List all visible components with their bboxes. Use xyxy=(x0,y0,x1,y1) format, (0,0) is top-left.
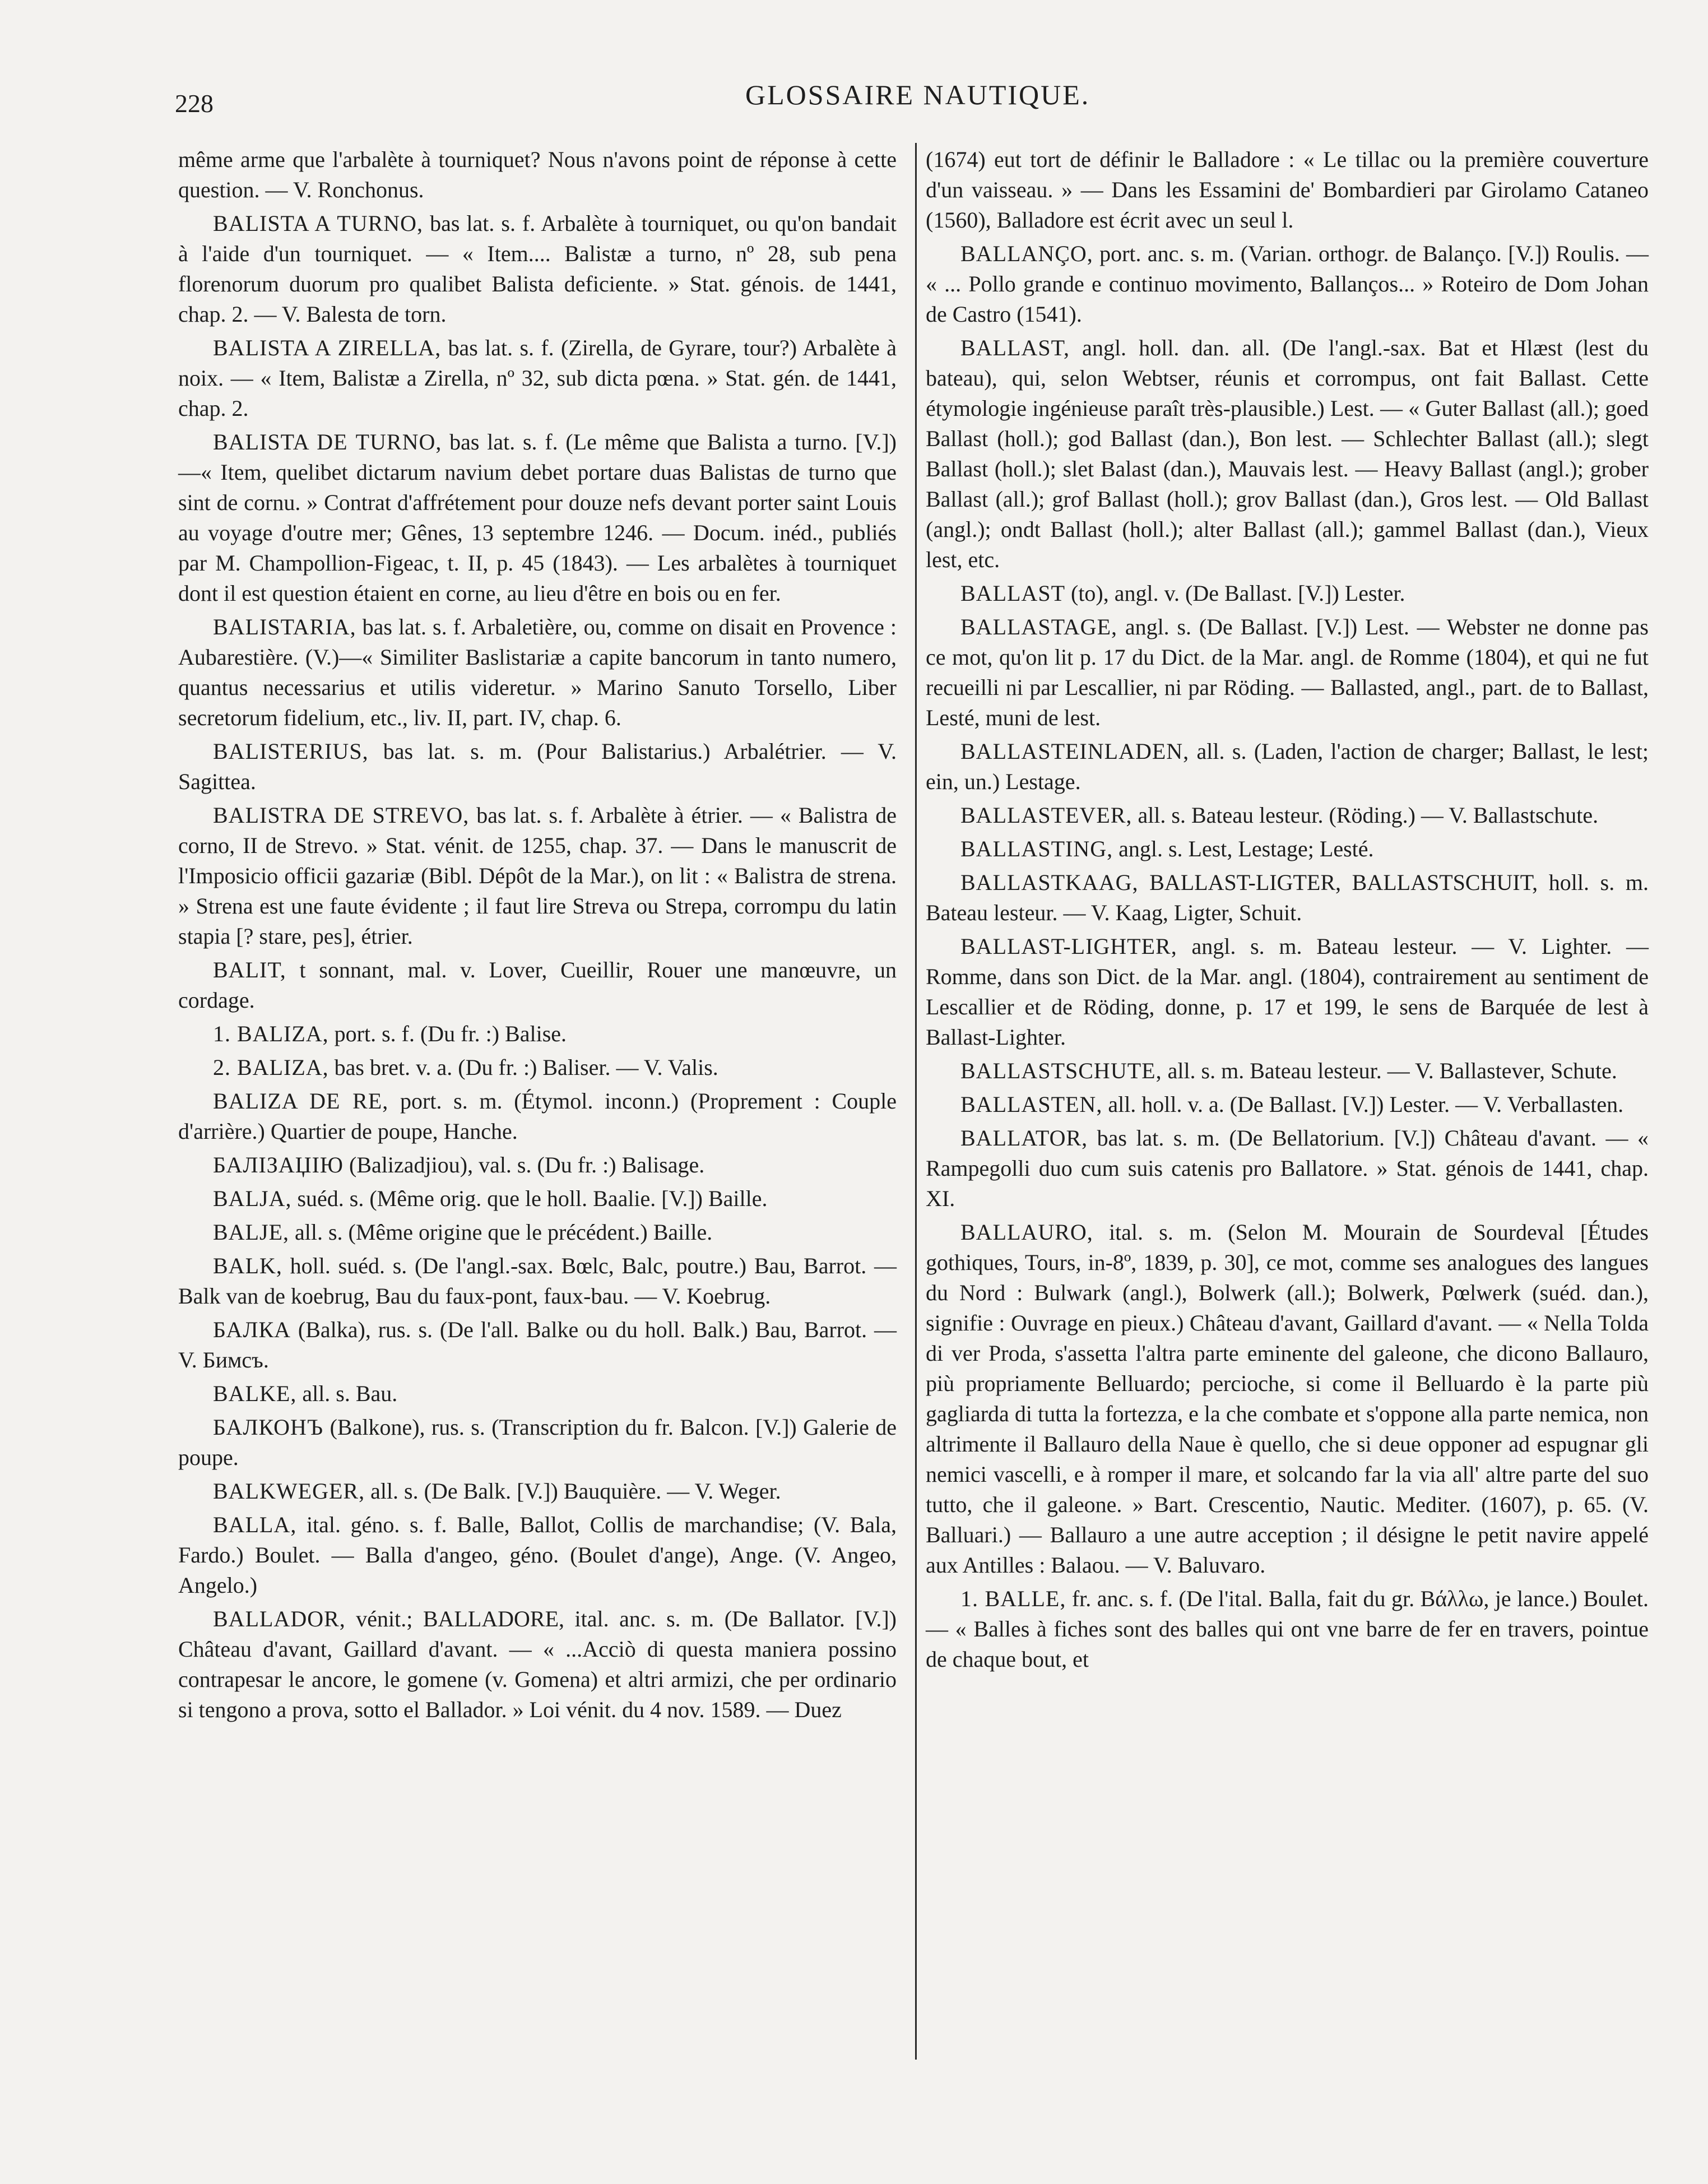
entry-text: (1674) eut tort de définir le Balladore : « Le tillac ou la première couverture d'un vaisseau. » — Dans les Essamini de' Bombardieri par Girolamo Cataneo (1560), Balladore est écrit avec un seul l. xyxy=(926,147,1649,233)
entry xyxy=(178,1019,897,1049)
entry-text: holl. suéd. s. (De l'angl.-sax. Bœlc, Balc, poutre.) Bau, Barrot. — Balk van de koebrug, Bau du faux-pont, faux-bau. — V. Koebrug. xyxy=(178,1253,897,1309)
entry-text: bas lat. s. f. (Zirella, de Gyrare, tour?) Arbalète à noix. — « Item, Balistæ a Zirella, nº 32, sub dicta pœna. » Stat. gén. de 1441, chap. 2. xyxy=(178,335,897,421)
entry xyxy=(178,1379,897,1409)
entry xyxy=(926,145,1649,235)
entry xyxy=(178,1251,897,1311)
entry-text: bas lat. s. m. (Pour Balistarius.) Arbalétrier. — V. Sagittea. xyxy=(178,739,897,794)
headword: BALLANÇO, xyxy=(960,241,1093,266)
entry-text: all. s. Bau. xyxy=(296,1381,398,1406)
entry xyxy=(178,1510,897,1601)
entry xyxy=(178,145,897,205)
entry xyxy=(926,578,1649,609)
headword: BALIZA DE RE, xyxy=(213,1088,389,1114)
entry-text: t sonnant, mal. v. Lover, Cueillir, Rouer une manœuvre, un cordage. xyxy=(178,957,897,1013)
headword: BALLASTAGE, xyxy=(960,614,1118,639)
entry xyxy=(178,427,897,609)
headword: BALLATOR, xyxy=(960,1125,1088,1151)
entry xyxy=(926,1584,1649,1675)
headword: BALISTA A ZIRELLA, xyxy=(213,335,442,360)
entry xyxy=(178,1150,897,1180)
headword: BALISTA A TURNO, xyxy=(213,211,424,236)
entry xyxy=(178,1315,897,1375)
entry-text: all. s. (De Balk. [V.]) Bauquière. — V. Weger. xyxy=(365,1478,781,1504)
entry xyxy=(178,1604,897,1725)
entry-text: bas bret. v. a. (Du fr. :) Baliser. — V. Valis. xyxy=(328,1055,718,1080)
entry xyxy=(178,1086,897,1147)
headword: BALK, xyxy=(213,1253,282,1278)
entry xyxy=(926,868,1649,928)
headword: БАЛКА xyxy=(213,1317,291,1342)
headword: BALLAURO, xyxy=(960,1219,1093,1245)
headword: BALJE, xyxy=(213,1219,289,1245)
entry xyxy=(178,612,897,733)
right-column xyxy=(926,145,1649,1678)
headword: BALLASTEVER, xyxy=(960,803,1133,828)
entry xyxy=(926,1123,1649,1214)
entry xyxy=(178,800,897,952)
headword: BALLASTEINLADEN, xyxy=(960,739,1190,764)
entry-text: angl. holl. dan. all. (De l'angl.-sax. Bat et Hlæst (lest du bateau), qui, selon Webtser, réunis et corrompus, ont fait Ballast. Cette étymologie ingénieuse paraît très-plausible.) Lest. — « Guter Ballast (all.); goed Ballast (holl.); god Ballast (dan.), Bon lest. — Schlechter Ballast (all.); slegt Ballast (holl.); slet Balast (dan.), Mauvais lest. — Heavy Ballast (angl.); grober Ballast (all.); grof Ballast (holl.); grov Ballast (dan.), Gros lest. — Old Ballast (angl.); ondt Ballast (holl.); alter Ballast (all.); gammel Ballast (dan.), Vieux lest, etc. xyxy=(926,335,1649,572)
entry-text: BALLAST-LIGTER, BALLASTSCHUIT, holl. s. m. Bateau lesteur. — V. Kaag, Ligter, Schuit. xyxy=(926,870,1649,925)
headword: БАЛКОНЪ xyxy=(213,1415,324,1440)
entry xyxy=(178,736,897,797)
running-head: GLOSSAIRE NAUTIQUE. xyxy=(745,79,1090,110)
entry-text: (Balizadjiou), val. s. (Du fr. :) Balisage. xyxy=(344,1152,705,1177)
headword: 1. BALLE, xyxy=(960,1586,1066,1611)
entry xyxy=(926,834,1649,864)
headword: BALIT, xyxy=(213,957,286,982)
headword: BALLASTSCHUTE, xyxy=(960,1058,1162,1083)
entry-text: all. s. m. Bateau lesteur. — V. Ballastever, Schute. xyxy=(1162,1058,1617,1083)
headword: БАЛІЗАЏІЮ xyxy=(213,1152,344,1177)
entry xyxy=(178,955,897,1016)
entry-text: (Balka), rus. s. (De l'all. Balke ou du holl. Balk.) Bau, Barrot. — V. Бимсъ. xyxy=(178,1317,897,1372)
entry-text: ital. s. m. (Selon M. Mourain de Sourdeval [Études gothiques, Tours, in-8º, 1839, p. 30], ce mot, comme ses analogues des langues du Nord : Bulwark (angl.), Bolwerk (all.); Bolwerk, Pœlwerk (suéd. dan.), signifie : Ouvrage en pieux.) Château d'avant, Gaillard d'avant. — « Nella Tolda di ver Proda, s'assetta l'altra parte eminente del galeone, che dicono Ballauro, più propriamente Belluardo; percioche, si come il Belluardo è la parte più gagliarda di tutta la fortezza, e la che combate et s'oppone alla parte nemica, non altrimente il Ballauro della Naue è quello, che si deue opponer ad espugnar gli nemici vascelli, e à romper il mare, et solcando far la via all' altre parte del suo tutto, che il galeone. » Bart. Crescentio, Nautic. Mediter. (1607), p. 65. (V. Balluari.) — Ballauro a une autre acception ; il désigne le petit navire appelé aux Antilles : Balaou. — V. Baluvaro. xyxy=(926,1219,1649,1578)
page-number: 228 xyxy=(175,89,214,118)
headword: BALLASTKAAG, xyxy=(960,870,1139,895)
entry xyxy=(178,208,897,330)
entry-text: ital. géno. s. f. Balle, Ballot, Collis de marchandise; (V. Bala, Fardo.) Boulet. — Balla d'angeo, géno. (Boulet d'ange), Ange. (V. Angeo, Angelo.) xyxy=(178,1512,897,1598)
headword: BALLASTEN, xyxy=(960,1092,1103,1117)
headword: 2. BALIZA, xyxy=(213,1055,329,1080)
headword: BALLASTING, xyxy=(960,836,1113,861)
column-divider xyxy=(915,143,917,2060)
entry-text: port. anc. s. m. (Varian. orthogr. de Balanço. [V.]) Roulis. — « ... Pollo grande e continuo movimento, Ballanços... » Roteiro de Dom Johan de Castro (1541). xyxy=(926,241,1649,327)
entry-text: (Balkone), rus. s. (Transcription du fr. Balcon. [V.]) Galerie de poupe. xyxy=(178,1415,897,1470)
entry xyxy=(926,612,1649,733)
headword: BALISTRA DE STREVO, xyxy=(213,803,470,828)
headword: BALLA, xyxy=(213,1512,297,1537)
headword: BALLAST xyxy=(960,581,1065,606)
entry xyxy=(926,736,1649,797)
entry xyxy=(926,1217,1649,1580)
entry-text: suéd. s. (Même orig. que le holl. Baalie. [V.]) Baille. xyxy=(291,1186,768,1211)
entry-text: angl. s. Lest, Lestage; Lesté. xyxy=(1113,836,1374,861)
entry xyxy=(926,1056,1649,1086)
entry-text: all. holl. v. a. (De Ballast. [V.]) Lester. — V. Verballasten. xyxy=(1102,1092,1624,1117)
entry-text: bas lat. s. f. Arbaletière, ou, comme on disait en Provence : Aubarestière. (V.)—« Similiter Baslistariæ a capite bancorum in tanto numero, quantus necessarius et utilis videretur. » Marino Sanuto Torsello, Liber secretorum fidelium, etc., liv. II, part. IV, chap. 6. xyxy=(178,614,897,730)
entry-text: fr. anc. s. f. (De l'ital. Balla, fait du gr. Βάλλω, je lance.) Boulet. — « Balles à fiches sont des balles qui ont vne barre de fer en travers, pointue de chaque bout, et xyxy=(926,1586,1649,1672)
entry-text: vénit.; BALLADORE, ital. anc. s. m. (De Ballator. [V.]) Château d'avant, Gaillard d'avant. — « ...Acciò di questa maniera possino contrapesar le ancore, le gomene (v. Gomena) et altri armizi, che per ordinario si tengono a prova, sotto el Ballador. » Loi vénit. du 4 nov. 1589. — Duez xyxy=(178,1606,897,1722)
entry xyxy=(178,1412,897,1473)
entry-text: angl. s. (De Ballast. [V.]) Lest. — Webster ne donne pas ce mot, qu'on lit p. 17 du Dict. de la Mar. angl. de Romme (1804), et qui ne fut recueilli ni par Lescallier, ni par Röding. — Ballasted, angl., part. de to Ballast, Lesté, muni de lest. xyxy=(926,614,1649,730)
entry-text: port. s. f. (Du fr. :) Balise. xyxy=(328,1021,567,1046)
entry-text: bas lat. s. f. Arbalète à tourniquet, ou qu'on bandait à l'aide d'un tourniquet. — « Item.... Balistæ a turno, nº 28, sub pena florenorum duorum pro qualibet Balista deficiente. » Stat. génois. de 1441, chap. 2. — V. Balesta de torn. xyxy=(178,211,897,327)
headword: BALISTARIA, xyxy=(213,614,356,639)
entry xyxy=(926,931,1649,1052)
entry-text: bas lat. s. f. (Le même que Balista a turno. [V.])—« Item, quelibet dictarum navium debet portare duas Balistas de turno que sint de cornu. » Contrat d'affrétement pour douze nefs devant porter saint Louis au voyage d'outre mer; Gênes, 13 septembre 1246. — Docum. inéd., publiés par M. Champollion-Figeac, t. II, p. 45 (1843). — Les arbalètes à tourniquet dont il est question étaient en corne, au lieu d'être en bois ou en fer. xyxy=(178,429,897,606)
entry xyxy=(178,1476,897,1506)
entry xyxy=(178,333,897,424)
entry xyxy=(926,800,1649,831)
headword: BALKWEGER, xyxy=(213,1478,365,1504)
entry xyxy=(926,239,1649,330)
entry-text: angl. s. m. Bateau lesteur. — V. Lighter. — Romme, dans son Dict. de la Mar. angl. (1804), contrairement au sentiment de Lescallier et de Röding, donne, p. 17 et 199, le sens de Barquée de lest à Ballast-Lighter. xyxy=(926,934,1649,1050)
headword: BALLAST-LIGHTER, xyxy=(960,934,1177,959)
entry xyxy=(178,1184,897,1214)
left-column xyxy=(178,145,897,1728)
entry-text: bas lat. s. m. (De Bellatorium. [V.]) Château d'avant. — « Rampegolli duo cum suis catenis pro Ballatore. » Stat. génois de 1441, chap. XI. xyxy=(926,1125,1649,1211)
headword: BALJA, xyxy=(213,1186,292,1211)
entry-text: all. s. (Laden, l'action de charger; Ballast, le lest; ein, un.) Lestage. xyxy=(926,739,1649,794)
headword: BALLADOR, xyxy=(213,1606,346,1631)
entry xyxy=(926,1089,1649,1120)
entry xyxy=(178,1217,897,1248)
headword: BALISTA DE TURNO, xyxy=(213,429,442,455)
entry-text: all. s. Bateau lesteur. (Röding.) — V. Ballastschute. xyxy=(1132,803,1599,828)
headword: BALLAST, xyxy=(960,335,1070,360)
entry-text: même arme que l'arbalète à tourniquet? Nous n'avons point de réponse à cette question. — V. Ronchonus. xyxy=(178,147,897,202)
headword: BALISTERIUS, xyxy=(213,739,369,764)
entry xyxy=(178,1052,897,1083)
entry-text: bas lat. s. f. Arbalète à étrier. — « Balistra de corno, II de Strevo. » Stat. vénit. de 1255, chap. 37. — Dans le manuscrit de l'Imposicio officii gazariæ (Bibl. Dépôt de la Mar.), on lit : « Balistra de strena. » Strena est une faute évidente ; il faut lire Streva ou Strepa, corrompu du latin stapia [? stare, pes], étrier. xyxy=(178,803,897,949)
entry xyxy=(926,333,1649,575)
headword: 1. BALIZA, xyxy=(213,1021,329,1046)
headword: BALKE, xyxy=(213,1381,297,1406)
entry-text: (to), angl. v. (De Ballast. [V.]) Lester. xyxy=(1065,581,1405,606)
entry-text: all. s. (Même origine que le précédent.) Baille. xyxy=(289,1219,713,1245)
entry-text: port. s. m. (Étymol. inconn.) (Proprement : Couple d'arrière.) Quartier de poupe, Hanche. xyxy=(178,1088,897,1144)
